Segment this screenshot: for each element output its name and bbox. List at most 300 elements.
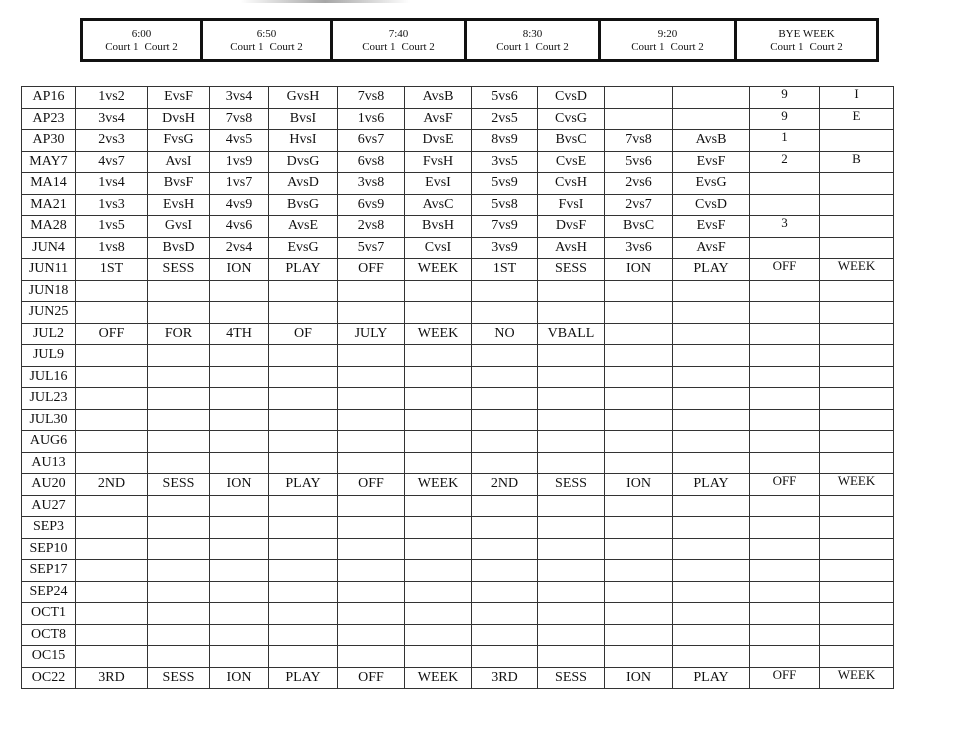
court-1-label: Court 1 <box>362 41 396 53</box>
match-cell: DvsF <box>538 216 605 238</box>
match-cell <box>76 517 148 539</box>
match-cell <box>538 495 605 517</box>
match-cell <box>76 646 148 668</box>
bye-week-cell <box>750 345 820 367</box>
match-cell: 7vs9 <box>472 216 538 238</box>
match-cell <box>269 409 338 431</box>
match-cell: OFF <box>338 474 405 496</box>
match-cell <box>538 302 605 324</box>
match-cell: 8vs9 <box>472 130 538 152</box>
table-row <box>22 108 894 130</box>
bye-week-cell <box>750 194 820 216</box>
bye-week-cell <box>750 431 820 453</box>
bye-week-cell <box>820 302 894 324</box>
bye-week-cell: 2 <box>750 151 820 173</box>
table-row <box>22 603 894 625</box>
row-date: OC15 <box>22 646 76 668</box>
time-slot-label: 6:00 <box>131 28 152 40</box>
match-cell: ION <box>210 667 269 689</box>
match-cell <box>148 538 210 560</box>
row-date: MA21 <box>22 194 76 216</box>
bye-week-cell <box>750 323 820 345</box>
match-cell <box>605 108 673 130</box>
court-labels <box>83 41 200 54</box>
bye-week-cell <box>820 130 894 152</box>
bye-week-cell <box>750 237 820 259</box>
bye-week-cell <box>750 517 820 539</box>
scan-smudge <box>240 0 410 3</box>
match-cell <box>269 388 338 410</box>
match-cell <box>673 431 750 453</box>
match-cell <box>472 538 538 560</box>
match-cell: 6vs7 <box>338 130 405 152</box>
row-date: JUL30 <box>22 409 76 431</box>
match-cell: WEEK <box>405 259 472 281</box>
match-cell: SESS <box>148 474 210 496</box>
row-date: AUG6 <box>22 431 76 453</box>
match-cell <box>405 280 472 302</box>
match-cell <box>76 431 148 453</box>
match-cell <box>210 302 269 324</box>
match-cell: 6vs8 <box>338 151 405 173</box>
match-cell <box>76 452 148 474</box>
match-cell: VBALL <box>538 323 605 345</box>
match-cell: SESS <box>538 259 605 281</box>
match-cell <box>538 280 605 302</box>
court-1-label: Court 1 <box>230 41 264 53</box>
match-cell <box>673 538 750 560</box>
match-cell <box>148 581 210 603</box>
match-cell <box>472 495 538 517</box>
match-cell <box>538 538 605 560</box>
match-cell <box>210 409 269 431</box>
match-cell: BvsH <box>405 216 472 238</box>
match-cell: BvsG <box>269 194 338 216</box>
court-labels <box>737 41 876 54</box>
time-slot-header <box>80 18 879 62</box>
match-cell <box>405 388 472 410</box>
match-cell <box>210 581 269 603</box>
match-cell: CvsG <box>538 108 605 130</box>
match-cell: EvsF <box>673 151 750 173</box>
schedule-body <box>22 87 894 689</box>
row-date: OCT1 <box>22 603 76 625</box>
row-date: OC22 <box>22 667 76 689</box>
match-cell: 1vs4 <box>76 173 148 195</box>
bye-week-cell <box>750 624 820 646</box>
match-cell <box>148 280 210 302</box>
match-cell: HvsI <box>269 130 338 152</box>
time-slot-label: 7:40 <box>388 28 409 40</box>
match-cell: 4vs5 <box>210 130 269 152</box>
match-cell <box>405 560 472 582</box>
bye-week-cell: 3 <box>750 216 820 238</box>
bye-week-cell: I <box>820 87 894 109</box>
time-slot-label: 9:20 <box>657 28 678 40</box>
match-cell: AvsB <box>673 130 750 152</box>
match-cell: ION <box>210 259 269 281</box>
bye-week-cell <box>750 538 820 560</box>
time-slot-4 <box>600 20 736 61</box>
match-cell: EvsG <box>673 173 750 195</box>
row-date: SEP17 <box>22 560 76 582</box>
match-cell <box>338 388 405 410</box>
match-cell: AvsC <box>405 194 472 216</box>
match-cell <box>472 603 538 625</box>
match-cell <box>405 646 472 668</box>
row-date: OCT8 <box>22 624 76 646</box>
match-cell <box>405 366 472 388</box>
match-cell <box>76 560 148 582</box>
match-cell <box>405 431 472 453</box>
match-cell <box>673 108 750 130</box>
bye-week-cell <box>820 646 894 668</box>
table-row <box>22 474 894 496</box>
bye-week-cell <box>820 345 894 367</box>
match-cell <box>472 624 538 646</box>
table-row <box>22 345 894 367</box>
bye-week-cell: OFF <box>750 259 820 281</box>
match-cell <box>210 431 269 453</box>
match-cell <box>605 366 673 388</box>
row-date: MA28 <box>22 216 76 238</box>
match-cell: 5vs9 <box>472 173 538 195</box>
match-cell <box>338 560 405 582</box>
table-row <box>22 151 894 173</box>
match-cell <box>472 581 538 603</box>
schedule-table <box>21 86 894 689</box>
court-1-label: Court 1 <box>105 41 139 53</box>
bye-week-cell <box>750 560 820 582</box>
time-slot-label: BYE WEEK <box>778 28 835 40</box>
match-cell <box>538 603 605 625</box>
bye-week-cell <box>820 538 894 560</box>
match-cell: CvsI <box>405 237 472 259</box>
time-slot-3 <box>466 20 600 61</box>
bye-week-cell <box>750 646 820 668</box>
match-cell <box>673 603 750 625</box>
match-cell <box>338 624 405 646</box>
match-cell: PLAY <box>673 259 750 281</box>
court-labels <box>601 41 734 54</box>
match-cell: 3vs5 <box>472 151 538 173</box>
court-2-label: Court 2 <box>670 41 704 53</box>
match-cell <box>472 280 538 302</box>
match-cell: OFF <box>338 667 405 689</box>
match-cell <box>472 302 538 324</box>
match-cell <box>405 538 472 560</box>
match-cell: 2ND <box>472 474 538 496</box>
table-row <box>22 452 894 474</box>
match-cell <box>269 581 338 603</box>
table-row <box>22 517 894 539</box>
match-cell <box>605 624 673 646</box>
match-cell <box>210 538 269 560</box>
row-date: SEP10 <box>22 538 76 560</box>
table-row <box>22 366 894 388</box>
table-row <box>22 302 894 324</box>
match-cell <box>538 624 605 646</box>
match-cell <box>605 538 673 560</box>
row-date: MA14 <box>22 173 76 195</box>
match-cell <box>148 388 210 410</box>
match-cell: JULY <box>338 323 405 345</box>
match-cell: AvsI <box>148 151 210 173</box>
row-date: AU20 <box>22 474 76 496</box>
match-cell: WEEK <box>405 667 472 689</box>
match-cell: NO <box>472 323 538 345</box>
match-cell <box>269 431 338 453</box>
match-cell <box>210 646 269 668</box>
match-cell: CvsD <box>538 87 605 109</box>
match-cell <box>538 452 605 474</box>
match-cell <box>269 517 338 539</box>
time-slot-1 <box>202 20 332 61</box>
row-date: JUL9 <box>22 345 76 367</box>
match-cell <box>338 366 405 388</box>
court-2-label: Court 2 <box>535 41 569 53</box>
match-cell <box>472 431 538 453</box>
match-cell <box>538 345 605 367</box>
row-date: AU13 <box>22 452 76 474</box>
match-cell <box>269 560 338 582</box>
bye-week-cell <box>820 495 894 517</box>
bye-week-cell <box>750 302 820 324</box>
match-cell: GvsH <box>269 87 338 109</box>
bye-week-cell <box>750 581 820 603</box>
bye-week-cell: OFF <box>750 474 820 496</box>
match-cell: WEEK <box>405 323 472 345</box>
match-cell <box>405 409 472 431</box>
match-cell: 4vs9 <box>210 194 269 216</box>
row-date: JUL23 <box>22 388 76 410</box>
match-cell <box>605 646 673 668</box>
match-cell: AvsE <box>269 216 338 238</box>
table-row <box>22 280 894 302</box>
court-labels <box>203 41 330 54</box>
match-cell <box>405 452 472 474</box>
bye-week-cell: OFF <box>750 667 820 689</box>
match-cell <box>538 581 605 603</box>
match-cell <box>76 388 148 410</box>
match-cell: SESS <box>148 667 210 689</box>
row-date: MAY7 <box>22 151 76 173</box>
match-cell: DvsE <box>405 130 472 152</box>
bye-week-cell <box>820 452 894 474</box>
match-cell: 1vs3 <box>76 194 148 216</box>
match-cell <box>338 452 405 474</box>
table-row <box>22 130 894 152</box>
match-cell <box>605 323 673 345</box>
match-cell: ION <box>605 474 673 496</box>
table-row <box>22 87 894 109</box>
row-date: AP23 <box>22 108 76 130</box>
match-cell <box>605 345 673 367</box>
match-cell: 4vs6 <box>210 216 269 238</box>
table-row <box>22 323 894 345</box>
bye-week-cell <box>820 603 894 625</box>
match-cell: EvsF <box>673 216 750 238</box>
court-2-label: Court 2 <box>809 41 843 53</box>
match-cell: GvsI <box>148 216 210 238</box>
match-cell: AvsB <box>405 87 472 109</box>
match-cell: 3vs6 <box>605 237 673 259</box>
match-cell: PLAY <box>673 667 750 689</box>
match-cell <box>472 646 538 668</box>
match-cell <box>76 581 148 603</box>
match-cell <box>338 517 405 539</box>
match-cell <box>210 388 269 410</box>
match-cell: ION <box>605 259 673 281</box>
match-cell <box>538 388 605 410</box>
match-cell <box>538 431 605 453</box>
match-cell: OF <box>269 323 338 345</box>
match-cell <box>269 495 338 517</box>
match-cell <box>148 517 210 539</box>
match-cell: 1ST <box>472 259 538 281</box>
match-cell <box>148 560 210 582</box>
match-cell: FvsG <box>148 130 210 152</box>
match-cell <box>538 646 605 668</box>
match-cell: 1vs7 <box>210 173 269 195</box>
bye-week-cell: 9 <box>750 108 820 130</box>
match-cell <box>673 280 750 302</box>
match-cell <box>269 280 338 302</box>
match-cell: CvsH <box>538 173 605 195</box>
match-cell <box>210 452 269 474</box>
match-cell: DvsH <box>148 108 210 130</box>
match-cell: 1vs8 <box>76 237 148 259</box>
match-cell: AvsF <box>673 237 750 259</box>
match-cell <box>673 87 750 109</box>
bye-week-cell <box>750 173 820 195</box>
match-cell <box>673 495 750 517</box>
match-cell <box>148 495 210 517</box>
table-row <box>22 538 894 560</box>
match-cell: PLAY <box>269 667 338 689</box>
row-date: SEP24 <box>22 581 76 603</box>
match-cell <box>76 345 148 367</box>
bye-week-cell: 9 <box>750 87 820 109</box>
match-cell: BvsI <box>269 108 338 130</box>
match-cell <box>605 302 673 324</box>
match-cell <box>210 495 269 517</box>
match-cell <box>76 280 148 302</box>
match-cell <box>538 366 605 388</box>
bye-week-cell <box>750 452 820 474</box>
bye-week-cell <box>820 431 894 453</box>
match-cell <box>538 560 605 582</box>
match-cell: 1vs2 <box>76 87 148 109</box>
bye-week-cell <box>820 323 894 345</box>
match-cell <box>472 560 538 582</box>
match-cell: FOR <box>148 323 210 345</box>
match-cell: ION <box>210 474 269 496</box>
match-cell: CvsD <box>673 194 750 216</box>
match-cell <box>148 603 210 625</box>
table-row <box>22 173 894 195</box>
match-cell: 3RD <box>472 667 538 689</box>
table-row <box>22 194 894 216</box>
match-cell <box>605 495 673 517</box>
match-cell <box>605 388 673 410</box>
match-cell: 5vs6 <box>472 87 538 109</box>
row-date: JUN18 <box>22 280 76 302</box>
match-cell <box>269 538 338 560</box>
match-cell <box>405 345 472 367</box>
bye-week-cell <box>820 216 894 238</box>
match-cell: 2ND <box>76 474 148 496</box>
match-cell: BvsD <box>148 237 210 259</box>
row-date: JUN11 <box>22 259 76 281</box>
match-cell: 4vs7 <box>76 151 148 173</box>
match-cell: 3vs4 <box>76 108 148 130</box>
match-cell <box>673 302 750 324</box>
bye-week-cell <box>750 388 820 410</box>
bye-week-cell: WEEK <box>820 259 894 281</box>
match-cell <box>76 603 148 625</box>
match-cell: PLAY <box>269 259 338 281</box>
court-1-label: Court 1 <box>631 41 665 53</box>
match-cell: 5vs7 <box>338 237 405 259</box>
match-cell: 7vs8 <box>210 108 269 130</box>
bye-week-cell <box>820 173 894 195</box>
table-row <box>22 431 894 453</box>
bye-week-cell <box>750 603 820 625</box>
bye-week-cell <box>820 409 894 431</box>
match-cell <box>76 538 148 560</box>
bye-week-cell <box>750 409 820 431</box>
match-cell <box>472 409 538 431</box>
table-row <box>22 495 894 517</box>
court-1-label: Court 1 <box>496 41 530 53</box>
match-cell <box>673 388 750 410</box>
match-cell <box>605 280 673 302</box>
match-cell <box>269 452 338 474</box>
court-2-label: Court 2 <box>144 41 178 53</box>
match-cell: 6vs9 <box>338 194 405 216</box>
match-cell <box>210 345 269 367</box>
row-date: AP30 <box>22 130 76 152</box>
match-cell: PLAY <box>673 474 750 496</box>
match-cell <box>605 409 673 431</box>
bye-week-cell: WEEK <box>820 667 894 689</box>
match-cell <box>472 517 538 539</box>
row-date: SEP3 <box>22 517 76 539</box>
match-cell <box>538 517 605 539</box>
match-cell: 1vs6 <box>338 108 405 130</box>
court-labels <box>333 41 464 54</box>
match-cell <box>269 366 338 388</box>
match-cell <box>148 646 210 668</box>
table-row <box>22 388 894 410</box>
match-cell: AvsH <box>538 237 605 259</box>
match-cell: ION <box>605 667 673 689</box>
row-date: AP16 <box>22 87 76 109</box>
bye-week-cell <box>750 280 820 302</box>
match-cell: CvsE <box>538 151 605 173</box>
match-cell <box>76 624 148 646</box>
match-cell <box>605 517 673 539</box>
match-cell <box>76 302 148 324</box>
match-cell <box>148 452 210 474</box>
match-cell <box>605 603 673 625</box>
match-cell <box>210 366 269 388</box>
match-cell <box>472 366 538 388</box>
bye-week-cell <box>820 560 894 582</box>
bye-week-cell <box>820 581 894 603</box>
match-cell: OFF <box>76 323 148 345</box>
